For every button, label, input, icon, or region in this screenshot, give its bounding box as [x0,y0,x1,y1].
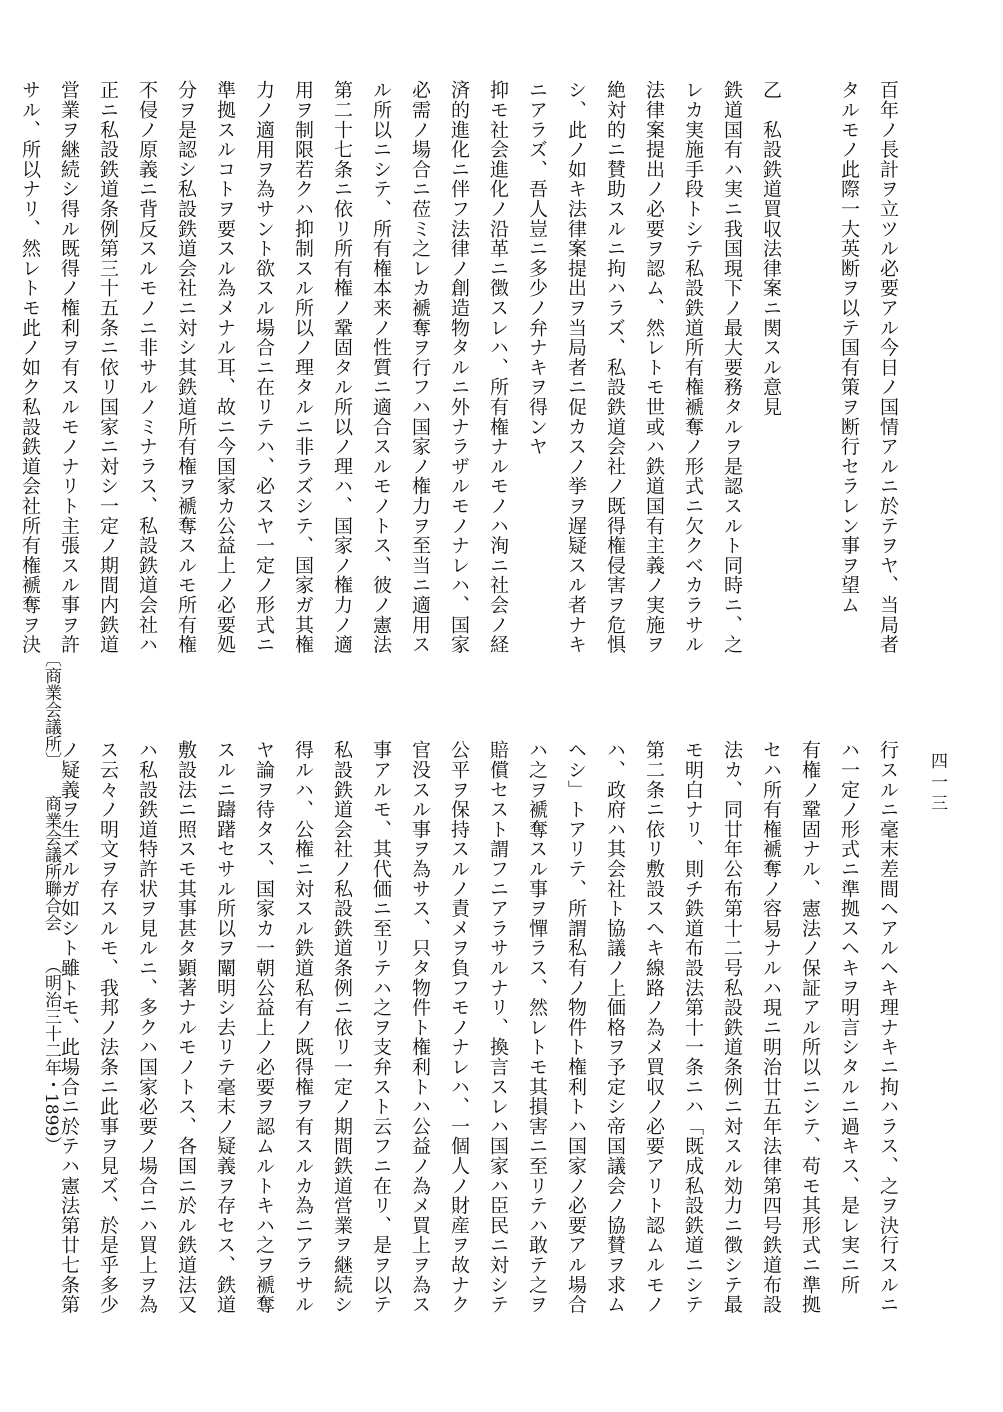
lower-text-line: 得ルハ、公権ニ対スル鉄道私有ノ既得権ヲ有スルカ為ニアラサル [292,740,314,1315]
upper-text-line: 正ニ私設鉄道条例第三十五条ニ依リ国家ニ対シ一定ノ期間内鉄道 [97,80,119,655]
upper-text-line: 不侵ノ原義ニ背反スルモノニ非サルノミナラス、私設鉄道会社ハ [136,80,158,655]
upper-text-line: 乙 私設鉄道買収法律案ニ関スル意見 [760,80,782,417]
upper-text-line [790,80,829,640]
lower-text-line: 敷設法ニ照スモ其事甚タ顕著ナルモノトス、各国ニ於ル鉄道法又 [175,740,197,1315]
upper-text-line: レカ実施手段トシテ私設鉄道所有権褫奪ノ形式ニ欠クベカラサル [682,80,704,655]
upper-text-line: 用ヲ制限若クハ抑制スル所以ノ理タルニ非ラズシテ、国家ガ其権 [292,80,314,655]
upper-text-line: 法律案提出ノ必要ヲ認ム、然レトモ世或ハ鉄道国有主義ノ実施ヲ [643,80,665,655]
lower-text-line: 公平ヲ保持スルノ責メヲ負フモノナレハ、一個人ノ財産ヲ故ナク [448,740,470,1315]
lower-text-line: モ明白ナリ、則チ鉄道布設法第十一条ニハ「既成私設鉄道ニシテ [682,740,704,1315]
lower-text-line: ハ一定ノ形式ニ準拠スヘキヲ明言シタルニ過キス、是レ実ニ所 [838,740,860,1295]
upper-text-line: サル、所以ナリ、然レトモ此ノ如ク私設鉄道会社所有権褫奪ヲ決 [19,80,41,655]
upper-text-line: 抑モ社会進化ノ沿革ニ徴スレハ、所有権ナルモノハ洵ニ社会ノ経 [487,80,509,655]
lower-text-line: 官没スル事ヲ為サス、只タ物件ト権利トハ公益ノ為メ買上ヲ為ス [409,740,431,1315]
upper-text-line: 必需ノ場合ニ莅ミ之レカ褫奪ヲ行フハ国家ノ権力ヲ至当ニ適用ス [409,80,431,655]
lower-text-line: 事アルモ、其代価ニ至リテハ之ヲ支弁スト云フニ在リ、是ヲ以テ [370,740,392,1315]
lower-text-line: 第二条ニ依リ敷設スヘキ線路ノ為メ買収ノ必要アリト認ムルモノ [643,740,665,1315]
lower-text-line: ハ之ヲ褫奪スル事ヲ憚ラス、然レトモ其損害ニ至リテハ敢テ之ヲ [526,740,548,1315]
upper-text-line: タルモノ此際一大英断ヲ以テ国有策ヲ断行セラレン事ヲ望ム [838,80,860,615]
upper-text-line: 準拠スルコトヲ要スル為メナル耳、故ニ今国家カ公益上ノ必要処 [214,80,236,655]
footer-publisher: 商業会議所聯合会 [41,795,61,931]
upper-text-line: 済的進化ニ伴フ法律ノ創造物タルニ外ナラザルモノナレハ、国家 [448,80,470,655]
lower-text-line: スルニ躊躇セサル所以ヲ闡明シ去リテ毫末ノ疑義ヲ存セス、鉄道 [214,740,236,1315]
upper-text-line: 百年ノ長計ヲ立ツル必要アル今日ノ国情アルニ於テヲヤ、当局者 [877,80,899,655]
lower-text-line: ヘシ」トアリテ、所謂私有ノ物件ト権利トハ国家ノ必要アル場合 [565,740,587,1315]
upper-text-line: ニアラズ、吾人豈ニ多少ノ弁ナキヲ得ンヤ [526,80,548,457]
lower-text-line: 有権ノ鞏固ナル、憲法ノ保証アル所以ニシテ、苟モ其形式ニ準拠 [799,740,821,1315]
footer-category: 〔商業会議所〕 [41,650,61,769]
upper-text-line: 力ノ適用ヲ為サント欲スル場合ニ在リテハ、必スヤ一定ノ形式ニ [253,80,275,655]
upper-text-line: シ、此ノ如キ法律案提出ヲ当局者ニ促カスノ挙ヲ遅疑スル者ナキ [565,80,587,655]
footer-date: （明治三十二年・1899） [41,957,61,1154]
upper-text-line: 絶対的ニ賛助スルニ拘ハラズ、私設鉄道会社ノ既得権侵害ヲ危惧 [604,80,626,655]
lower-text-line: ヤ論ヲ待タス、国家カ一朝公益上ノ必要ヲ認ムルトキハ之ヲ褫奪 [253,740,275,1315]
lower-text-line: ノ疑義ヲ生ズルガ如シト雖トモ、此場合ニ於テハ憲法第廿七条第 [58,740,80,1315]
upper-text-line: ル所以ニシテ、所有権本来ノ性質ニ適合スルモノトス、彼ノ憲法 [370,80,392,655]
page-number: 四一三 [927,752,947,815]
lower-text-line: 私設鉄道会社ノ私設鉄道条例ニ依リ一定ノ期間鉄道営業ヲ継続シ [331,740,353,1315]
upper-text-line: 営業ヲ継続シ得ル既得ノ権利ヲ有スルモノナリト主張スル事ヲ許 [58,80,80,655]
lower-text-line: ハ、政府ハ其会社ト協議ノ上価格ヲ予定シ帝国議会ノ協賛ヲ求ム [604,740,626,1315]
upper-text-line: 分ヲ是認シ私設鉄道会社ニ対シ其鉄道所有権ヲ褫奪スルモ所有権 [175,80,197,655]
footer-citation [36,650,66,1153]
lower-text-line: 賠償セスト謂フニアラサルナリ、換言スレハ国家ハ臣民ニ対シテ [487,740,509,1315]
upper-text-line: 鉄道国有ハ実ニ我国現下ノ最大要務タルヲ是認スルト同時ニ、之 [721,80,743,655]
upper-text-block [10,80,907,655]
lower-text-block [49,740,907,1338]
lower-text-line: 法カ、同廿年公布第十二号私設鉄道条例ニ対スル効力ニ徴シテ最 [721,740,743,1315]
lower-text-line: ハ私設鉄道特許状ヲ見ルニ、多クハ国家必要ノ場合ニハ買上ヲ為 [136,740,158,1315]
lower-text-line: ス云々ノ明文ヲ存スルモ、我邦ノ法条ニ此事ヲ見ズ、於是乎多少 [97,740,119,1315]
lower-text-line: 行スルニ毫末差間ヘアルヘキ理ナキニ拘ハラス、之ヲ決行スルニ [877,740,899,1315]
upper-text-line: 第二十七条ニ依リ所有権ノ鞏固タル所以ノ理ハ、国家ノ権力ノ適 [331,80,353,655]
lower-text-line: セハ所有権褫奪ノ容易ナルハ現ニ明治廿五年法律第四号鉄道布設 [760,740,782,1315]
